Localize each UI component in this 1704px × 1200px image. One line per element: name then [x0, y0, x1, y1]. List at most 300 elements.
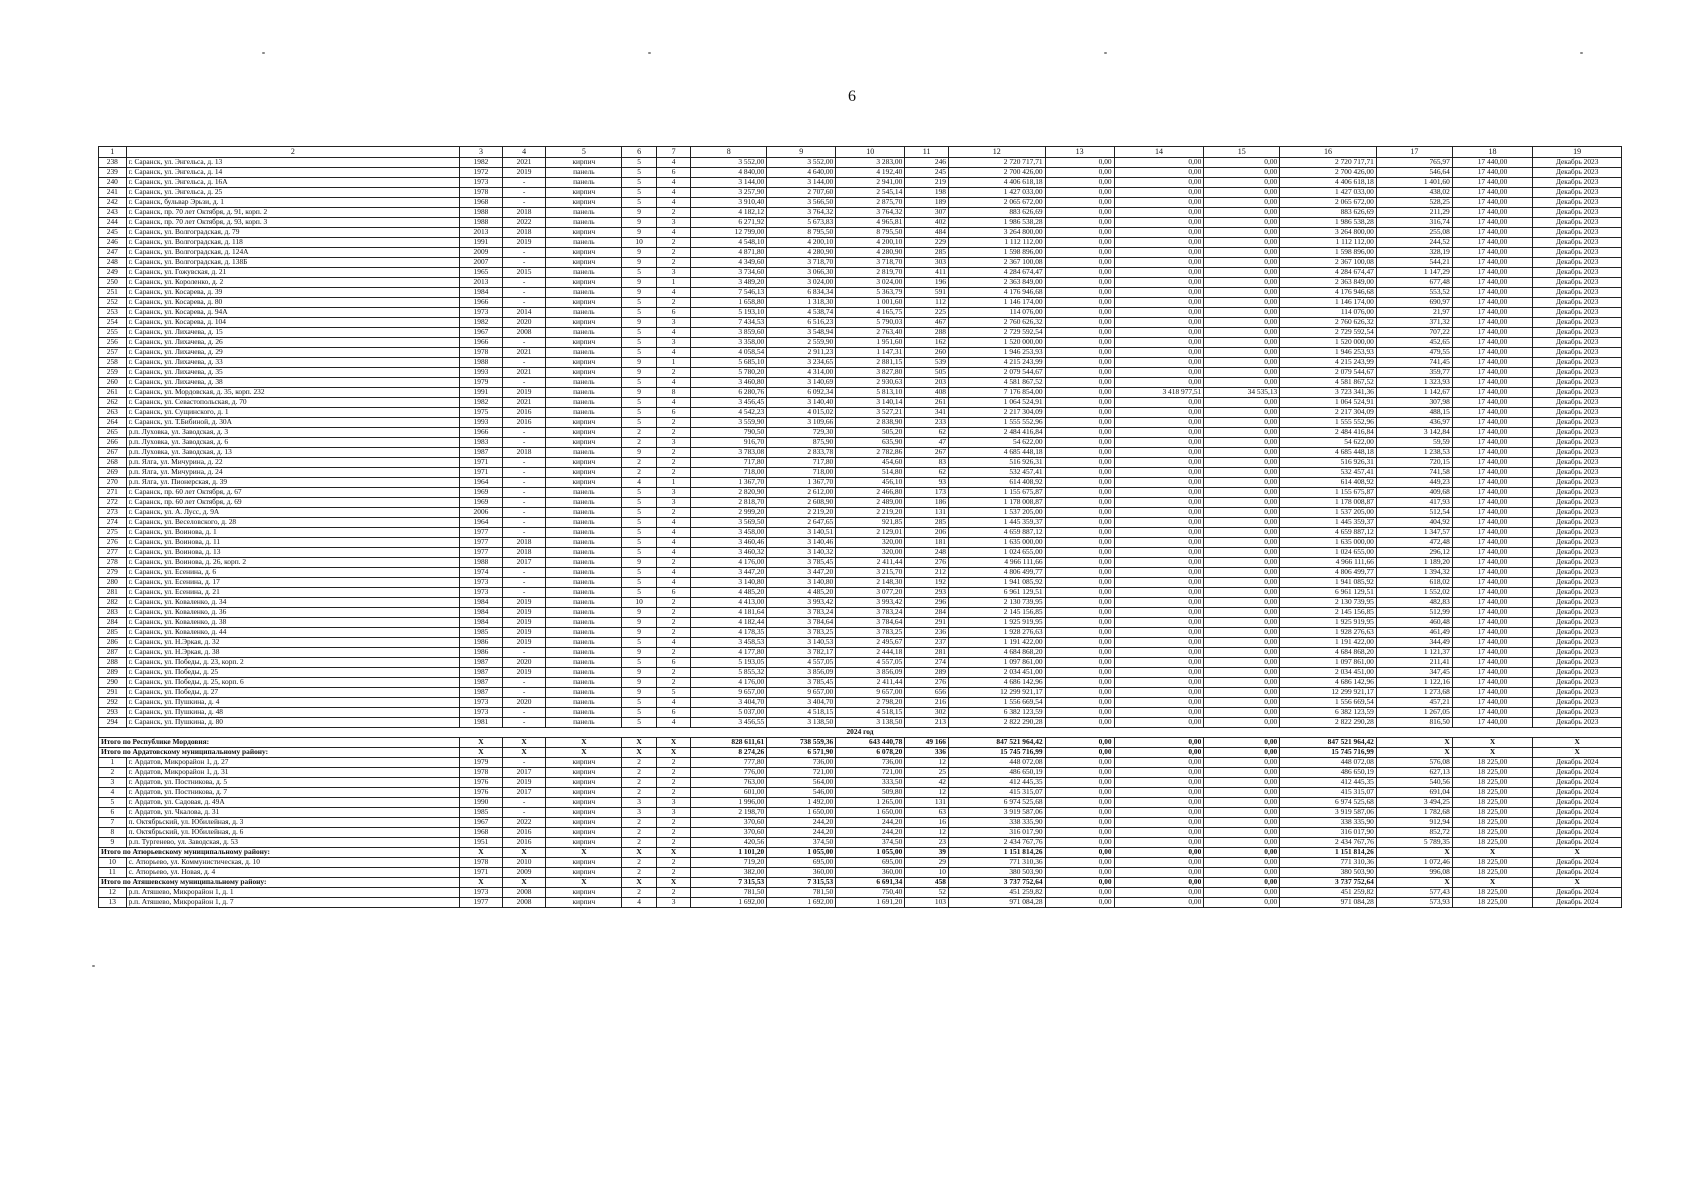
table-cell: 4	[656, 158, 691, 168]
table-cell: 0,00	[1204, 358, 1280, 368]
table-cell: 5	[622, 638, 657, 648]
table-cell: панель	[546, 678, 622, 688]
table-cell: 691,04	[1376, 788, 1452, 798]
table-cell: 12 799,00	[691, 228, 767, 238]
address-cell: г. Саранск, ул. Пушкина, д. 4	[126, 698, 460, 708]
table-cell: 0,00	[1114, 898, 1204, 908]
table-cell: 17 440,00	[1452, 388, 1533, 398]
table-cell: 3 548,94	[767, 328, 836, 338]
table-cell: 245	[905, 168, 949, 178]
table-cell: 9	[622, 558, 657, 568]
table-cell: 921,85	[836, 518, 905, 528]
table-cell: 328,19	[1376, 248, 1452, 258]
table-cell: 2	[656, 678, 691, 688]
table-cell: 0,00	[1114, 458, 1204, 468]
table-cell: 0,00	[1204, 468, 1280, 478]
subtotal-cell: 0,00	[1114, 878, 1204, 888]
table-cell: 1 024 655,00	[1280, 548, 1377, 558]
table-cell: 2 484 416,84	[948, 428, 1045, 438]
table-cell: 0,00	[1204, 308, 1280, 318]
table-cell: 0,00	[1045, 888, 1114, 898]
table-row	[99, 188, 1622, 198]
table-cell: 0,00	[1045, 678, 1114, 688]
table-cell: 516 926,31	[948, 458, 1045, 468]
table-cell: 196	[905, 278, 949, 288]
row-number-cell: 278	[99, 558, 127, 568]
row-number-cell: 261	[99, 388, 127, 398]
subtotal-cell: X	[1452, 878, 1533, 888]
table-cell: -	[502, 588, 546, 598]
table-cell: 417,93	[1376, 498, 1452, 508]
table-cell: 4 192,40	[836, 168, 905, 178]
table-cell: 0,00	[1114, 508, 1204, 518]
table-row	[99, 858, 1622, 868]
table-cell: 248	[905, 548, 949, 558]
table-cell: 0,00	[1114, 588, 1204, 598]
table-cell: Декабрь 2023	[1533, 188, 1622, 198]
table-row	[99, 268, 1622, 278]
table-cell: 380 503,90	[1280, 868, 1377, 878]
table-cell: 3 024,00	[836, 278, 905, 288]
subtotal-cell: X	[1376, 738, 1452, 748]
table-cell: 0,00	[1204, 628, 1280, 638]
column-number-cell: 16	[1280, 147, 1377, 158]
subtotal-cell: 6 078,20	[836, 748, 905, 758]
table-cell: 509,80	[836, 788, 905, 798]
table-cell: 695,00	[767, 858, 836, 868]
table-cell: 1 367,70	[767, 478, 836, 488]
address-cell: г. Саранск, ул. Лихачева, д. 38	[126, 378, 460, 388]
table-cell: 721,00	[767, 768, 836, 778]
table-cell: 0,00	[1114, 328, 1204, 338]
subtotal-row	[99, 748, 1622, 758]
table-cell: 2016	[502, 418, 546, 428]
table-cell: 2 411,44	[836, 678, 905, 688]
table-cell: Декабрь 2023	[1533, 498, 1622, 508]
table-cell: 307,98	[1376, 398, 1452, 408]
table-cell: 0,00	[1114, 468, 1204, 478]
table-cell: Декабрь 2023	[1533, 158, 1622, 168]
table-cell: 1 122,16	[1376, 678, 1452, 688]
table-cell: 12	[905, 758, 949, 768]
table-cell: 374,50	[836, 838, 905, 848]
table-cell: 131	[905, 798, 949, 808]
table-cell: 0,00	[1045, 538, 1114, 548]
table-cell: 438,02	[1376, 188, 1452, 198]
table-cell: Декабрь 2024	[1533, 758, 1622, 768]
address-cell: г. Саранск, пр. 70 лет Октября, д. 91, корп. 2	[126, 208, 460, 218]
table-cell: -	[502, 678, 546, 688]
table-cell: 971 084,28	[948, 898, 1045, 908]
table-cell: 1 986 538,28	[948, 218, 1045, 228]
table-cell: 3 566,50	[767, 198, 836, 208]
table-cell: 9	[622, 388, 657, 398]
table-row	[99, 818, 1622, 828]
table-cell: 17 440,00	[1452, 718, 1533, 728]
table-cell: кирпич	[546, 438, 622, 448]
table-cell: 3 785,45	[767, 558, 836, 568]
table-cell: 0,00	[1045, 528, 1114, 538]
table-row	[99, 498, 1622, 508]
table-cell: 5 855,32	[691, 668, 767, 678]
table-cell: Декабрь 2023	[1533, 568, 1622, 578]
table-cell: панель	[546, 528, 622, 538]
table-cell: 0,00	[1204, 568, 1280, 578]
table-cell: 1987	[460, 668, 503, 678]
table-cell: 2	[622, 788, 657, 798]
table-cell: 63	[905, 808, 949, 818]
table-cell: 302	[905, 708, 949, 718]
table-cell: 1 427 033,00	[948, 188, 1045, 198]
address-cell: г. Саранск, ул. Волгоградская, д. 124А	[126, 248, 460, 258]
table-cell: 2 760 626,32	[1280, 318, 1377, 328]
address-cell: г. Саранск, ул. Гожувская, д. 21	[126, 268, 460, 278]
table-cell: 9 657,00	[836, 688, 905, 698]
table-cell: -	[502, 578, 546, 588]
table-cell: 17 440,00	[1452, 208, 1533, 218]
table-cell: 2 367 100,08	[1280, 258, 1377, 268]
table-cell: кирпич	[546, 888, 622, 898]
table-cell: 17 440,00	[1452, 578, 1533, 588]
table-row	[99, 278, 1622, 288]
table-cell: 460,48	[1376, 618, 1452, 628]
table-cell: 18 225,00	[1452, 858, 1533, 868]
row-number-cell: 267	[99, 448, 127, 458]
table-cell: 3	[656, 498, 691, 508]
table-cell: 0,00	[1045, 458, 1114, 468]
table-cell: 1971	[460, 458, 503, 468]
table-cell: 2019	[502, 638, 546, 648]
table-cell: 532 457,41	[948, 468, 1045, 478]
table-cell: 5	[622, 658, 657, 668]
table-cell: 1988	[460, 558, 503, 568]
table-cell: 1 537 205,00	[1280, 508, 1377, 518]
table-row	[99, 888, 1622, 898]
table-cell: 718,00	[691, 468, 767, 478]
table-cell: 2	[656, 248, 691, 258]
address-cell: г. Саранск, ул. Лихачева, д. 29	[126, 348, 460, 358]
table-cell: Декабрь 2023	[1533, 348, 1622, 358]
table-row	[99, 418, 1622, 428]
subtotal-cell: 458	[905, 878, 949, 888]
table-cell: 0,00	[1114, 658, 1204, 668]
table-cell: Декабрь 2023	[1533, 658, 1622, 668]
table-cell: 3	[656, 338, 691, 348]
table-cell: -	[502, 278, 546, 288]
table-cell: 601,00	[691, 788, 767, 798]
table-cell: 2 411,44	[836, 558, 905, 568]
table-cell: 0,00	[1045, 278, 1114, 288]
table-cell: 1 658,80	[691, 298, 767, 308]
table-cell: 341	[905, 408, 949, 418]
table-cell: 4 015,02	[767, 408, 836, 418]
table-cell: 17 440,00	[1452, 618, 1533, 628]
table-cell: Декабрь 2023	[1533, 458, 1622, 468]
table-cell: панель	[546, 708, 622, 718]
table-cell: 0,00	[1114, 178, 1204, 188]
table-cell: 244,20	[836, 828, 905, 838]
table-cell: панель	[546, 328, 622, 338]
table-cell: 2 729 592,54	[948, 328, 1045, 338]
table-cell: кирпич	[546, 458, 622, 468]
table-cell: панель	[546, 448, 622, 458]
table-cell: 54 622,00	[1280, 438, 1377, 448]
table-cell: 2	[656, 448, 691, 458]
table-cell: 9	[622, 678, 657, 688]
table-cell: Декабрь 2023	[1533, 248, 1622, 258]
subtotal-cell: 1 055,00	[767, 848, 836, 858]
table-cell: 4 684 868,20	[1280, 648, 1377, 658]
table-cell: -	[502, 808, 546, 818]
table-cell: 0,00	[1045, 468, 1114, 478]
table-cell: 0,00	[1045, 158, 1114, 168]
table-cell: -	[502, 708, 546, 718]
table-cell: 6	[656, 588, 691, 598]
table-cell: Декабрь 2023	[1533, 718, 1622, 728]
column-number-cell: 14	[1114, 147, 1204, 158]
table-row	[99, 408, 1622, 418]
table-cell: кирпич	[546, 318, 622, 328]
table-cell: 4 349,60	[691, 258, 767, 268]
table-cell: 512,54	[1376, 508, 1452, 518]
table-cell: 2016	[502, 828, 546, 838]
table-cell: 3 138,50	[836, 718, 905, 728]
table-cell: -	[502, 188, 546, 198]
row-number-cell: 263	[99, 408, 127, 418]
table-cell: 291	[905, 618, 949, 628]
table-cell: 18 225,00	[1452, 868, 1533, 878]
row-number-cell: 277	[99, 548, 127, 558]
table-cell: 528,25	[1376, 198, 1452, 208]
table-cell: 3 718,70	[767, 258, 836, 268]
table-cell: 0,00	[1114, 838, 1204, 848]
table-row	[99, 698, 1622, 708]
table-cell: 2	[622, 858, 657, 868]
table-cell: 2008	[502, 898, 546, 908]
table-row	[99, 438, 1622, 448]
table-cell: 2	[622, 438, 657, 448]
column-number-cell: 8	[691, 147, 767, 158]
table-cell: -	[502, 378, 546, 388]
table-cell: 3 140,53	[767, 638, 836, 648]
table-cell: 244,20	[836, 818, 905, 828]
table-cell: 17 440,00	[1452, 178, 1533, 188]
table-cell: 307	[905, 208, 949, 218]
table-cell: 1978	[460, 188, 503, 198]
table-cell: 1988	[460, 358, 503, 368]
scan-speck	[1580, 52, 1583, 54]
address-cell: г. Саранск, пр. 60 лет Октября, д. 69	[126, 498, 460, 508]
table-cell: 0,00	[1045, 598, 1114, 608]
table-cell: 1 650,00	[767, 808, 836, 818]
subtotal-cell: X	[622, 878, 657, 888]
table-cell: 0,00	[1045, 588, 1114, 598]
table-cell: 2 798,20	[836, 698, 905, 708]
table-cell: 1978	[460, 858, 503, 868]
table-cell: Декабрь 2023	[1533, 698, 1622, 708]
table-cell: 198	[905, 188, 949, 198]
table-cell: 289	[905, 668, 949, 678]
table-cell: 2015	[502, 268, 546, 278]
table-cell: 484	[905, 228, 949, 238]
table-cell: панель	[546, 408, 622, 418]
table-cell: Декабрь 2023	[1533, 528, 1622, 538]
table-cell: 1964	[460, 478, 503, 488]
table-cell: 4 176,00	[691, 558, 767, 568]
table-cell: 4 280,90	[767, 248, 836, 258]
table-cell: 4 518,15	[836, 708, 905, 718]
table-cell: 1991	[460, 388, 503, 398]
table-cell: 333,50	[836, 778, 905, 788]
table-cell: 454,60	[836, 458, 905, 468]
table-cell: 284	[905, 608, 949, 618]
row-number-cell: 4	[99, 788, 127, 798]
table-cell: 1 925 919,95	[1280, 618, 1377, 628]
table-cell: 17 440,00	[1452, 648, 1533, 658]
table-cell: 0,00	[1114, 778, 1204, 788]
table-cell: 4 557,05	[767, 658, 836, 668]
subtotal-cell: 7 315,53	[767, 878, 836, 888]
table-cell: панель	[546, 578, 622, 588]
subtotal-label: Итого по Атюрьевскому муниципальному району:	[99, 848, 460, 858]
table-cell: 0,00	[1045, 658, 1114, 668]
table-cell: панель	[546, 348, 622, 358]
table-cell: 1973	[460, 698, 503, 708]
table-cell: 1	[656, 358, 691, 368]
table-cell: 741,58	[1376, 468, 1452, 478]
table-cell: 4 966 111,66	[1280, 558, 1377, 568]
table-cell: Декабрь 2023	[1533, 628, 1622, 638]
address-cell: г. Саранск, ул. Победы, д. 25, корп. 6	[126, 678, 460, 688]
table-cell: 0,00	[1114, 338, 1204, 348]
table-cell: 2	[622, 768, 657, 778]
row-number-cell: 289	[99, 668, 127, 678]
table-cell: панель	[546, 628, 622, 638]
table-cell: Декабрь 2023	[1533, 508, 1622, 518]
table-cell: 3 552,00	[691, 158, 767, 168]
table-cell: 10	[622, 598, 657, 608]
table-cell: 4	[656, 638, 691, 648]
subtotal-cell: 15 745 716,99	[948, 748, 1045, 758]
table-cell: кирпич	[546, 758, 622, 768]
row-number-cell: 291	[99, 688, 127, 698]
table-cell: панель	[546, 178, 622, 188]
table-cell: 17 440,00	[1452, 668, 1533, 678]
row-number-cell: 262	[99, 398, 127, 408]
table-cell: Декабрь 2023	[1533, 638, 1622, 648]
table-cell: 1 986 538,28	[1280, 218, 1377, 228]
table-cell: 1984	[460, 598, 503, 608]
table-row	[99, 778, 1622, 788]
table-cell: 707,22	[1376, 328, 1452, 338]
table-cell: 0,00	[1204, 288, 1280, 298]
table-cell: 131	[905, 508, 949, 518]
row-number-cell: 8	[99, 828, 127, 838]
table-cell: Декабрь 2023	[1533, 548, 1622, 558]
table-row	[99, 378, 1622, 388]
table-cell: -	[502, 508, 546, 518]
table-cell: 3 783,24	[836, 608, 905, 618]
table-cell: 17 440,00	[1452, 558, 1533, 568]
address-cell: р.п. Луховка, ул. Заводская, д. 3	[126, 428, 460, 438]
table-cell: 0,00	[1114, 208, 1204, 218]
table-cell: 1985	[460, 808, 503, 818]
table-cell: 6	[656, 168, 691, 178]
table-cell: 0,00	[1114, 408, 1204, 418]
scan-speck	[1104, 52, 1107, 54]
table-cell: 16	[905, 818, 949, 828]
table-cell: 4 058,54	[691, 348, 767, 358]
table-row	[99, 178, 1622, 188]
table-cell: 338 335,90	[948, 818, 1045, 828]
table-cell: панель	[546, 488, 622, 498]
address-cell: г. Саранск, ул. Н.Эркая, д. 38	[126, 648, 460, 658]
table-cell: 2 034 451,00	[948, 668, 1045, 678]
table-cell: 3	[656, 438, 691, 448]
table-cell: 371,32	[1376, 318, 1452, 328]
table-cell: 9	[622, 648, 657, 658]
table-cell: 2 434 767,76	[948, 838, 1045, 848]
table-cell: панель	[546, 618, 622, 628]
table-cell: 4 200,10	[836, 238, 905, 248]
table-cell: 9	[622, 208, 657, 218]
table-cell: панель	[546, 168, 622, 178]
table-cell: кирпич	[546, 868, 622, 878]
table-cell: 2019	[502, 238, 546, 248]
table-cell: 4 485,20	[691, 588, 767, 598]
table-cell: 3 783,25	[767, 628, 836, 638]
table-cell: Декабрь 2023	[1533, 648, 1622, 658]
table-cell: 1969	[460, 498, 503, 508]
table-cell: 1 598 896,00	[948, 248, 1045, 258]
address-cell: р.п. Ялга, ул. Пионерская, д. 39	[126, 478, 460, 488]
table-cell: -	[502, 248, 546, 258]
table-cell: 1 925 919,95	[948, 618, 1045, 628]
table-row	[99, 788, 1622, 798]
table-cell: Декабрь 2023	[1533, 308, 1622, 318]
scan-speck	[262, 52, 265, 54]
table-cell: 2	[656, 778, 691, 788]
table-cell: 2	[656, 418, 691, 428]
table-cell: 3 358,00	[691, 338, 767, 348]
table-cell: 2 819,70	[836, 268, 905, 278]
table-cell: кирпич	[546, 468, 622, 478]
table-cell: 412 445,35	[948, 778, 1045, 788]
table-cell: Декабрь 2023	[1533, 398, 1622, 408]
table-cell: 0,00	[1204, 598, 1280, 608]
table-cell: 2017	[502, 788, 546, 798]
table-cell: 1 142,67	[1376, 388, 1452, 398]
table-cell: панель	[546, 218, 622, 228]
subtotal-cell: 8 274,26	[691, 748, 767, 758]
table-row	[99, 488, 1622, 498]
table-cell: 0,00	[1045, 398, 1114, 408]
table-cell: 2 760 626,32	[948, 318, 1045, 328]
table-row	[99, 838, 1622, 848]
table-cell: 0,00	[1114, 798, 1204, 808]
table-cell: 4	[656, 228, 691, 238]
table-cell: 0,00	[1114, 248, 1204, 258]
table-cell: 2019	[502, 618, 546, 628]
table-cell: 1987	[460, 658, 503, 668]
table-cell: 9	[622, 358, 657, 368]
table-cell: 2007	[460, 258, 503, 268]
table-cell: 1968	[460, 828, 503, 838]
row-number-cell: 271	[99, 488, 127, 498]
table-cell: 1987	[460, 448, 503, 458]
table-cell: 1977	[460, 528, 503, 538]
table-cell: 2 217 304,09	[1280, 408, 1377, 418]
